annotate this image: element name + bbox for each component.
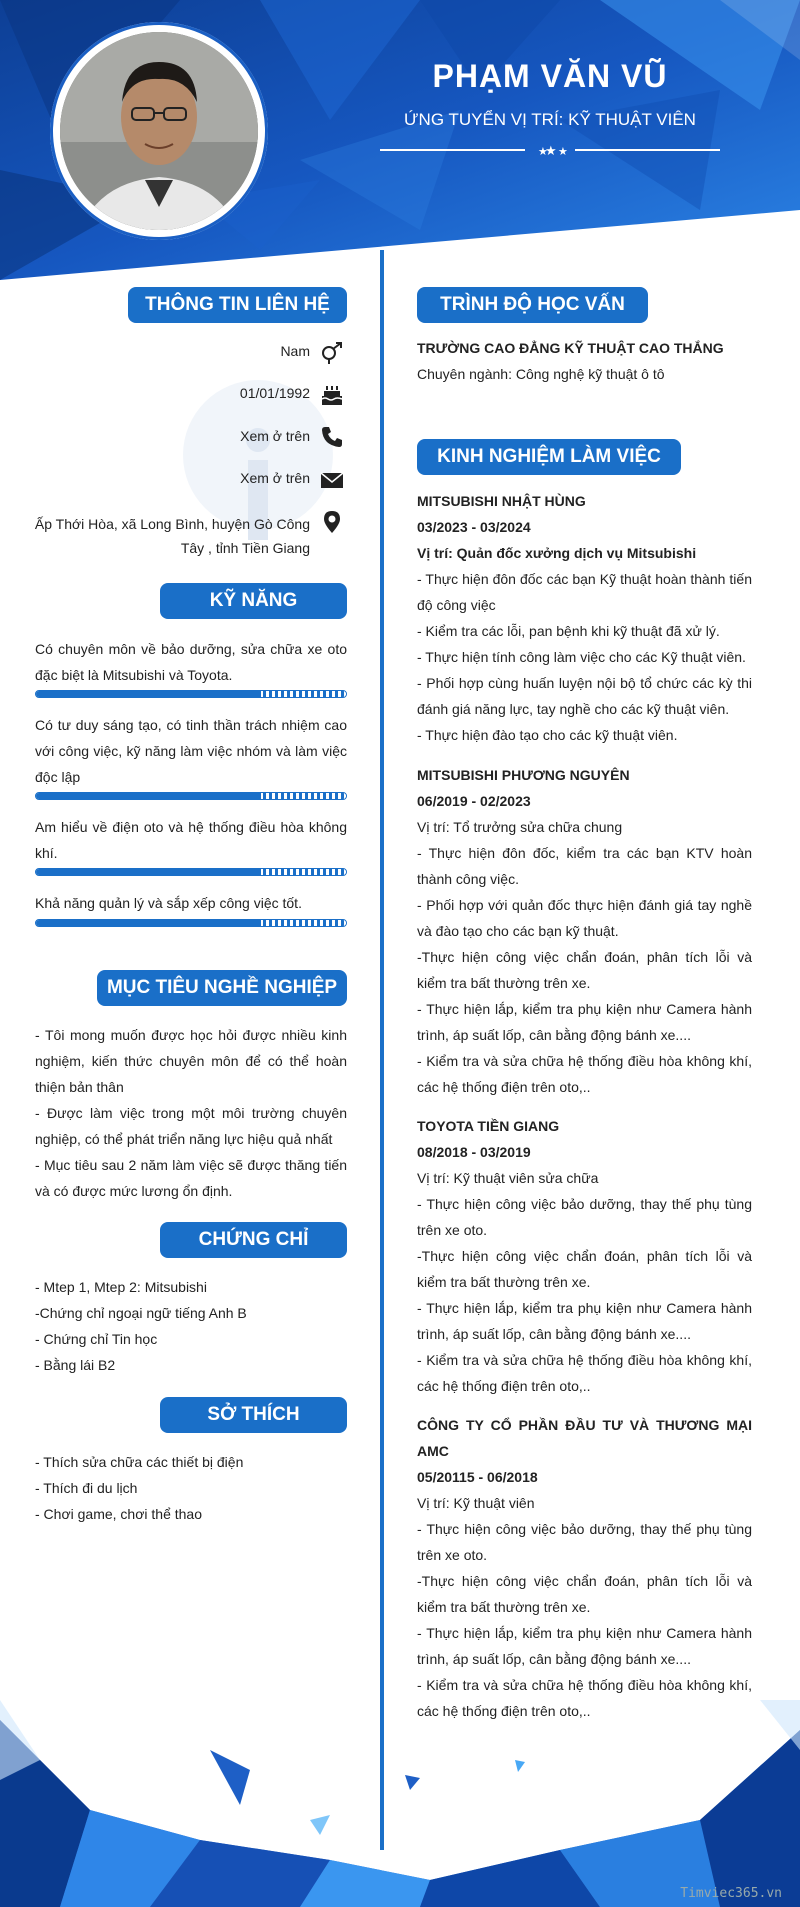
- job-duty: -Thực hiện công việc chẩn đoán, phân tích lỗi và kiểm tra bất thường trên xe.: [417, 1248, 752, 1290]
- skill-bar-fill: [36, 793, 261, 800]
- education-block: [417, 335, 752, 387]
- job-period: 03/2023 - 03/2024: [417, 519, 531, 535]
- job-position: Vị trí: Tổ trưởng sửa chữa chung: [417, 819, 623, 835]
- job-duty: - Thực hiện đôn đốc các bạn Kỹ thuật hoàn thành tiến độ công việc: [417, 571, 752, 613]
- skills-section-title: KỸ NĂNG: [160, 583, 347, 619]
- job-duty: - Thực hiện lắp, kiểm tra phụ kiện như Camera hành trình, áp suất lốp, cân bằng động bánh xe....: [417, 1001, 752, 1043]
- column-divider: [380, 250, 384, 1850]
- job-duty: - Thực hiện đôn đốc, kiểm tra các bạn KTV hoàn thành công việc.: [417, 845, 752, 887]
- skill-bar-remainder: [263, 793, 346, 800]
- hobbies-section-title: SỞ THÍCH: [160, 1397, 347, 1433]
- objective-text: [35, 1022, 347, 1204]
- objective-line-1: - Tôi mong muốn được học hỏi được nhiều kinh nghiệm, kiến thức chuyên môn để có thể hoàn thiện bản thân: [35, 1027, 347, 1095]
- job-duty: - Thực hiện tính công làm việc cho các Kỹ thuật viên.: [417, 649, 746, 665]
- job-company: MITSUBISHI NHẬT HÙNG: [417, 493, 586, 509]
- job-position: Vị trí: Kỹ thuật viên sửa chữa: [417, 1170, 599, 1186]
- skill-bar-1: [35, 690, 347, 698]
- objective-line-3: - Mục tiêu sau 2 năm làm việc sẽ được thăng tiến và có được mức lương ổn định.: [35, 1157, 347, 1199]
- job-duty: -Thực hiện công việc chẩn đoán, phân tích lỗi và kiểm tra bất thường trên xe.: [417, 1573, 752, 1615]
- job-duty: - Thực hiện lắp, kiểm tra phụ kiện như Camera hành trình, áp suất lốp, cân bằng động bánh xe....: [417, 1625, 752, 1667]
- hobbies-list: [35, 1449, 347, 1527]
- job-duty: - Thực hiện đào tạo cho các kỹ thuật viên.: [417, 727, 678, 743]
- job-period: 06/2019 - 02/2023: [417, 793, 531, 809]
- job-duty: - Thực hiện công việc bảo dưỡng, thay thế phụ tùng trên xe oto.: [417, 1521, 752, 1563]
- job-period: 08/2018 - 03/2019: [417, 1144, 531, 1160]
- objective-section-title: MỤC TIÊU NGHỀ NGHIỆP: [97, 970, 347, 1006]
- job-duty: - Thực hiện lắp, kiểm tra phụ kiện như Camera hành trình, áp suất lốp, cân bằng động bánh xe....: [417, 1300, 752, 1342]
- svg-text:★: ★: [538, 145, 548, 158]
- education-section-title: TRÌNH ĐỘ HỌC VẤN: [417, 287, 648, 323]
- school-name: TRƯỜNG CAO ĐẲNG KỸ THUẬT CAO THẮNG: [417, 340, 724, 356]
- skill-bar-fill: [36, 691, 261, 698]
- candidate-position: ỨNG TUYỂN VỊ TRÍ: KỸ THUẬT VIÊN: [404, 110, 696, 129]
- skill-bar-fill: [36, 920, 261, 927]
- certificate-item: - Bằng lái B2: [35, 1357, 116, 1373]
- job-company: MITSUBISHI PHƯƠNG NGUYÊN: [417, 767, 630, 783]
- avatar: [60, 32, 258, 230]
- dob-text: 01/01/1992: [239, 385, 310, 401]
- email-icon: [320, 468, 344, 492]
- major-text: Chuyên ngành: Công nghệ kỹ thuật ô tô: [417, 366, 665, 382]
- job-entry-1: [417, 488, 752, 748]
- job-entry-3: [417, 1113, 752, 1399]
- address-text: [35, 512, 310, 560]
- hobby-item: - Thích sửa chữa các thiết bị điện: [35, 1454, 244, 1470]
- job-duty: - Kiểm tra và sửa chữa hệ thống điều hòa không khí, các hệ thống điện trên oto,..: [417, 1053, 752, 1095]
- certificate-item: - Chứng chỉ Tin học: [35, 1331, 158, 1347]
- job-company: TOYOTA TIỀN GIANG: [417, 1118, 560, 1134]
- skill-item-3: Am hiểu về điện oto và hệ thống điều hòa không khí.: [35, 819, 347, 861]
- job-duty: - Phối hợp với quản đốc thực hiện đánh giá tay nghề và đào tạo cho các bạn kỹ thuật.: [417, 897, 752, 939]
- svg-text:★: ★: [558, 145, 568, 158]
- job-entry-2: [417, 762, 752, 1100]
- address-line-1: Ấp Thới Hòa, xã Long Bình, huyện Gò Công: [34, 516, 310, 532]
- skill-bar-remainder: [263, 869, 346, 876]
- job-entry-4: [417, 1412, 752, 1724]
- job-position: Vị trí: Kỹ thuật viên: [417, 1495, 535, 1511]
- phone-text: Xem ở trên: [240, 428, 310, 444]
- skill-item-4: Khả năng quản lý và sắp xếp công việc tốt.: [35, 895, 302, 911]
- stars-divider-icon: [380, 140, 720, 160]
- skill-item-2: Có tư duy sáng tạo, có tinh thần trách nhiệm cao với công việc, kỹ năng làm việc nhóm và làm việc độc lập: [35, 717, 347, 785]
- skill-bar-3: [35, 868, 347, 876]
- job-period: 05/20115 - 06/2018: [417, 1469, 538, 1485]
- objective-line-2: - Được làm việc trong một môi trường chuyên nghiệp, có thể phát triển năng lực hiệu quả nhất: [35, 1105, 347, 1147]
- hobby-item: - Chơi game, chơi thể thao: [35, 1506, 202, 1522]
- skill-bar-fill: [36, 869, 261, 876]
- address-line-2: Tây , tỉnh Tiền Giang: [180, 540, 310, 556]
- job-duty: - Kiểm tra các lỗi, pan bệnh khi kỹ thuật đã xử lý.: [417, 623, 720, 639]
- gender-text: Nam: [280, 343, 310, 359]
- skill-item-1: Có chuyên môn về bảo dưỡng, sửa chữa xe oto đặc biệt là Mitsubishi và Toyota.: [35, 641, 347, 683]
- job-duty: - Kiểm tra và sửa chữa hệ thống điều hòa không khí, các hệ thống điện trên oto,..: [417, 1677, 752, 1719]
- skill-bar-remainder: [263, 920, 346, 927]
- job-position: Vị trí: Quản đốc xưởng dịch vụ Mitsubishi: [417, 545, 697, 561]
- certificate-item: - Mtep 1, Mtep 2: Mitsubishi: [35, 1279, 207, 1295]
- certificate-item: -Chứng chỉ ngoại ngữ tiếng Anh B: [35, 1305, 247, 1321]
- job-duty: - Phối hợp cùng huấn luyện nội bộ tổ chức các kỳ thi đánh giá năng lực, tay nghề cho các kỹ thuật viên.: [417, 675, 752, 717]
- svg-text:★: ★: [545, 144, 557, 159]
- email-text: Xem ở trên: [240, 470, 310, 486]
- candidate-name: PHẠM VĂN VŨ: [432, 58, 668, 94]
- skill-bar-remainder: [263, 691, 346, 698]
- experience-section-title: KINH NGHIỆM LÀM VIỆC: [417, 439, 681, 475]
- person-photo-icon: [60, 32, 258, 230]
- birthday-cake-icon: [320, 382, 344, 406]
- contact-section-title: THÔNG TIN LIÊN HỆ: [128, 287, 347, 323]
- job-duty: - Kiểm tra và sửa chữa hệ thống điều hòa không khí, các hệ thống điện trên oto,..: [417, 1352, 752, 1394]
- footer-background: [0, 1700, 800, 1907]
- job-company: CÔNG TY CỔ PHẦN ĐẦU TƯ VÀ THƯƠNG MẠI AMC: [417, 1417, 752, 1459]
- job-duty: -Thực hiện công việc chẩn đoán, phân tích lỗi và kiểm tra bất thường trên xe.: [417, 949, 752, 991]
- job-duty: - Thực hiện công việc bảo dưỡng, thay thế phụ tùng trên xe oto.: [417, 1196, 752, 1238]
- certificates-section-title: CHỨNG CHỈ: [160, 1222, 347, 1258]
- skill-bar-4: [35, 919, 347, 927]
- phone-icon: [320, 425, 344, 449]
- hobby-item: - Thích đi du lịch: [35, 1480, 138, 1496]
- gender-icon: [320, 340, 344, 364]
- watermark-text: Timviec365.vn: [680, 1886, 782, 1901]
- skill-bar-2: [35, 792, 347, 800]
- location-pin-icon: [320, 510, 344, 534]
- certificates-list: [35, 1274, 347, 1378]
